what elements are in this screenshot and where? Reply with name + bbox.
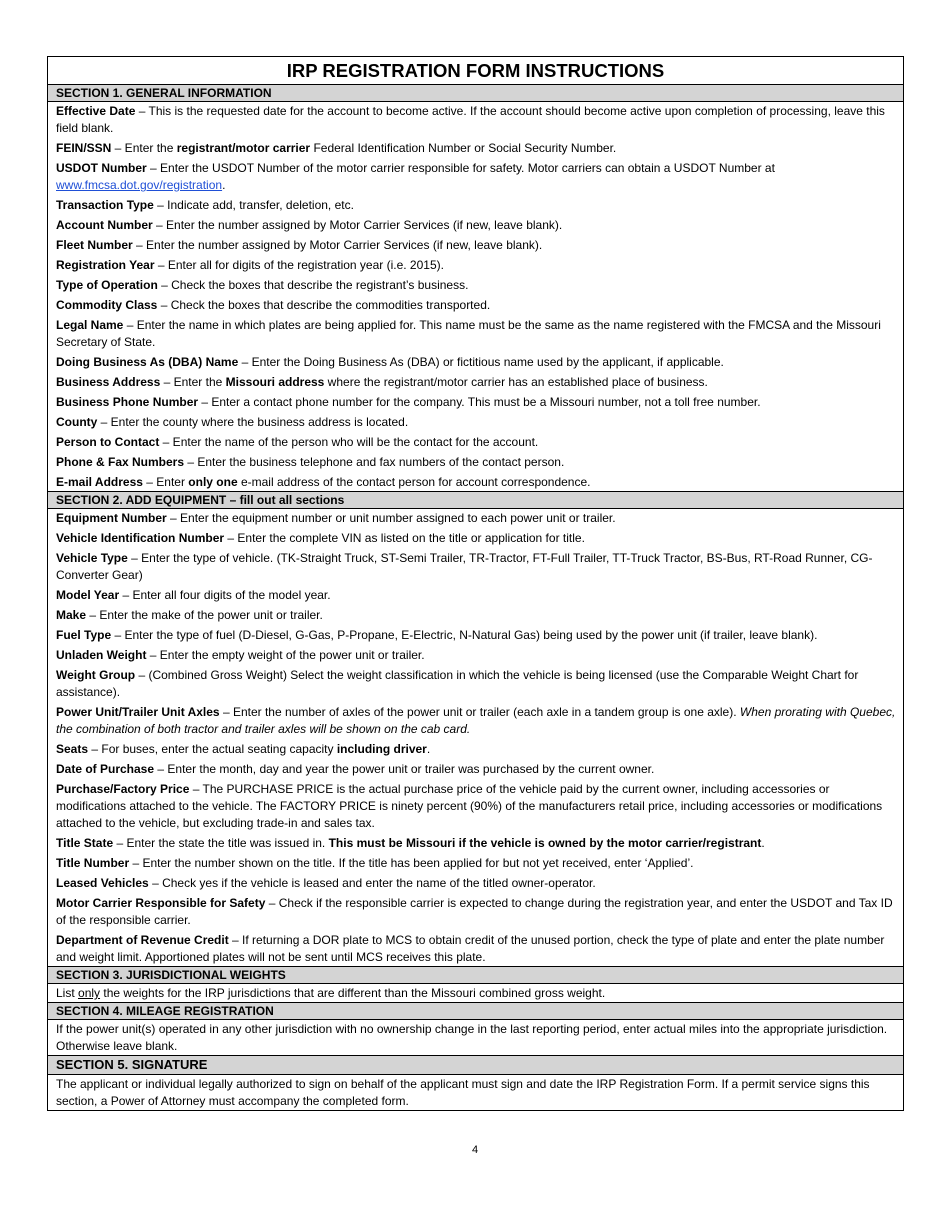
section-1-body (48, 103, 903, 492)
entry-fein-ssn: FEIN/SSN – Enter the registrant/motor carrier Federal Identification Number or Social Security Number. (56, 141, 617, 155)
section-3-body (48, 984, 903, 1003)
section-5-body (48, 1075, 903, 1110)
entry-phone-fax: Phone & Fax Numbers – Enter the business telephone and fax numbers of the contact person. (56, 455, 565, 469)
entry-fleet-number: Fleet Number – Enter the number assigned by Motor Carrier Services (if new, leave blank). (56, 238, 543, 252)
section-3-heading: SECTION 3. JURISDICTIONAL WEIGHTS (48, 967, 903, 984)
section-4-text: If the power unit(s) operated in any other jurisdiction with no ownership change in the last reporting period, enter actual miles into the appropriate jurisdiction. Otherwise leave blank. (56, 1022, 888, 1053)
page-title: IRP REGISTRATION FORM INSTRUCTIONS (48, 57, 903, 85)
section-5-text: The applicant or individual legally authorized to sign on behalf of the applicant must sign and date the IRP Registration Form. If a permit service signs this section, a Power of Attorney must accompany the completed form. (56, 1077, 870, 1108)
section-2-heading: SECTION 2. ADD EQUIPMENT – fill out all sections (48, 492, 903, 509)
entry-equipment-number: Equipment Number – Enter the equipment number or unit number assigned to each power unit or trailer. (56, 511, 616, 525)
entry-make: Make – Enter the make of the power unit or trailer. (56, 608, 323, 622)
entry-county: County – Enter the county where the business address is located. (56, 415, 409, 429)
entry-usdot-number: USDOT Number – Enter the USDOT Number of the motor carrier responsible for safety. Motor carriers can obtain a USDOT Number at www.fmcsa.dot.gov/registration. (56, 161, 775, 192)
entry-title-number: Title Number – Enter the number shown on the title. If the title has been applied for but not yet received, enter ‘Applied’. (56, 856, 694, 870)
entry-dba-name: Doing Business As (DBA) Name – Enter the Doing Business As (DBA) or fictitious name used by the applicant, if applicable. (56, 355, 724, 369)
entry-person-to-contact: Person to Contact – Enter the name of the person who will be the contact for the account. (56, 435, 539, 449)
section-3-text: List only the weights for the IRP jurisdictions that are different than the Missouri combined gross weight. (56, 986, 606, 1000)
entry-vin: Vehicle Identification Number – Enter the complete VIN as listed on the title or application for title. (56, 531, 585, 545)
entry-transaction-type: Transaction Type – Indicate add, transfer, deletion, etc. (56, 198, 354, 212)
section-4-body (48, 1020, 903, 1056)
entry-weight-group: Weight Group – (Combined Gross Weight) Select the weight classification in which the vehicle is being licensed (use the Comparable Weight Chart for assistance). (56, 668, 859, 699)
page-number: 4 (471, 1144, 479, 1156)
entry-model-year: Model Year – Enter all four digits of the model year. (56, 588, 331, 602)
fmcsa-registration-link[interactable]: www.fmcsa.dot.gov/registration (56, 178, 223, 192)
entry-effective-date: Effective Date – This is the requested date for the account to become active. If the account should become active upon completion of processing, leave this field blank. (56, 104, 885, 135)
entry-unladen-weight: Unladen Weight – Enter the empty weight of the power unit or trailer. (56, 648, 425, 662)
entry-seats: Seats – For buses, enter the actual seating capacity including driver. (56, 742, 431, 756)
section-1-heading: SECTION 1. GENERAL INFORMATION (48, 85, 903, 102)
entry-commodity-class: Commodity Class – Check the boxes that describe the commodities transported. (56, 298, 491, 312)
entry-registration-year: Registration Year – Enter all for digits of the registration year (i.e. 2015). (56, 258, 444, 272)
entry-motor-carrier-safety: Motor Carrier Responsible for Safety – Check if the responsible carrier is expected to change during the registration year, and enter the USDOT and Tax ID of the responsible carrier. (56, 896, 893, 927)
entry-title-state: Title State – Enter the state the title was issued in. This must be Missouri if the vehicle is owned by the motor carrier/registrant. (56, 836, 765, 850)
entry-purchase-factory-price: Purchase/Factory Price – The PURCHASE PRICE is the actual purchase price of the vehicle paid by the current owner, including accessories or modifications attached to the vehicle. The FACTORY PRICE is ninety percent (90%) of the manufacturers retail price, including accessories or modifications attached to the vehicle, but excluding trade-in and sales tax. (56, 782, 883, 830)
section-2-body (48, 510, 903, 967)
entry-business-address: Business Address – Enter the Missouri address where the registrant/motor carrier has an established place of business. (56, 375, 708, 389)
instructions-form (47, 56, 904, 1111)
entry-fuel-type: Fuel Type – Enter the type of fuel (D-Diesel, G-Gas, P-Propane, E-Electric, N-Natural Gas) being used by the power unit (if trailer, leave blank). (56, 628, 818, 642)
section-4-heading: SECTION 4. MILEAGE REGISTRATION (48, 1003, 903, 1020)
entry-leased-vehicles: Leased Vehicles – Check yes if the vehicle is leased and enter the name of the titled owner-operator. (56, 876, 596, 890)
entry-email-address: E-mail Address – Enter only one e-mail address of the contact person for account correspondence. (56, 475, 591, 489)
entry-type-of-operation: Type of Operation – Check the boxes that describe the registrant’s business. (56, 278, 469, 292)
entry-unit-axles: Power Unit/Trailer Unit Axles – Enter the number of axles of the power unit or trailer (each axle in a tandem group is one axle). When prorating with Quebec, the combination of both tractor and trailer axles will be shown on the cab card. (56, 705, 896, 736)
section-5-heading: SECTION 5. SIGNATURE (48, 1056, 903, 1075)
entry-dor-credit: Department of Revenue Credit – If returning a DOR plate to MCS to obtain credit of the unused portion, check the type of plate and enter the plate number and weight limit. Apportioned plates will not be sent until MCS receives this plate. (56, 933, 885, 964)
entry-legal-name: Legal Name – Enter the name in which plates are being applied for. This name must be the same as the name registered with the FMCSA and the Missouri Secretary of State. (56, 318, 881, 349)
entry-date-of-purchase: Date of Purchase – Enter the month, day and year the power unit or trailer was purchased by the current owner. (56, 762, 655, 776)
entry-account-number: Account Number – Enter the number assigned by Motor Carrier Services (if new, leave blank). (56, 218, 563, 232)
entry-business-phone: Business Phone Number – Enter a contact phone number for the company. This must be a Missouri number, not a toll free number. (56, 395, 761, 409)
entry-vehicle-type: Vehicle Type – Enter the type of vehicle. (TK-Straight Truck, ST-Semi Trailer, TR-Tractor, FT-Full Trailer, TT-Truck Tractor, BS-Bus, RT-Road Runner, CG-Converter Gear) (56, 551, 873, 582)
